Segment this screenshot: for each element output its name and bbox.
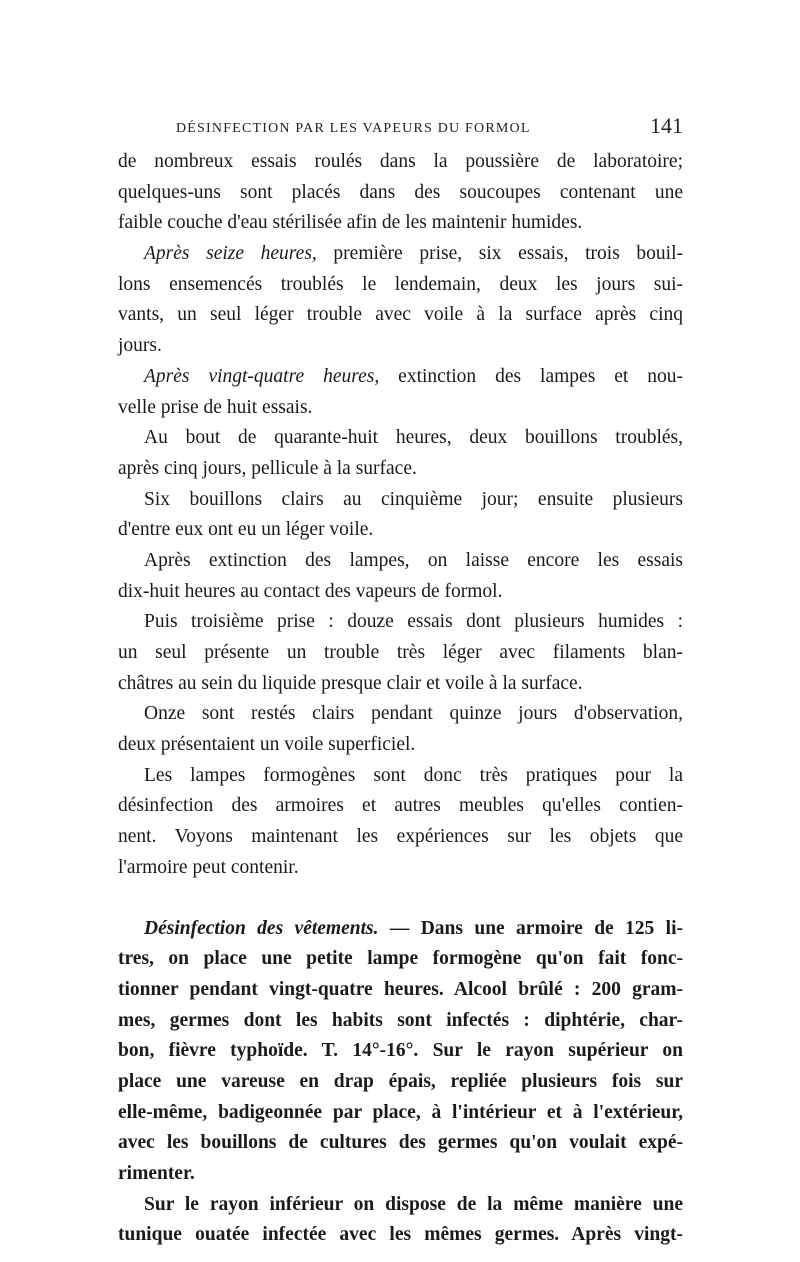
text-line: Les lampes formogènes sont donc très pratiques pour la xyxy=(144,764,683,786)
text-line xyxy=(118,914,683,945)
text-line: rimenter. xyxy=(118,1163,195,1184)
section-gap xyxy=(118,884,683,914)
line-rest: première prise, six essais, trois bouil- xyxy=(316,243,683,265)
running-head xyxy=(118,113,683,143)
line-rest: extinction des lampes et nou- xyxy=(379,365,683,387)
text-line: mes, germes dont les habits sont infectés : diphtérie, char- xyxy=(118,1009,683,1031)
text-line: quelques-uns sont placés dans des soucoupes contenant une xyxy=(118,181,683,203)
text-line: d'entre eux ont eu un léger voile. xyxy=(118,519,374,541)
text-line: elle-même, badigeonnée par place, à l'intérieur et à l'extérieur, xyxy=(118,1101,683,1123)
text-line: désinfection des armoires et autres meubles qu'elles contien- xyxy=(118,795,683,817)
text-line: place une vareuse en drap épais, repliée plusieurs fois sur xyxy=(118,1070,683,1092)
text-line: velle prise de huit essais. xyxy=(118,396,313,418)
text-line xyxy=(118,239,683,270)
italic-phrase: Après vingt-quatre heures, xyxy=(144,365,380,387)
body-text xyxy=(118,147,683,1251)
text-line: nent. Voyons maintenant les expériences sur les objets que xyxy=(118,826,683,848)
text-line: tres, on place une petite lampe formogène qu'on fait fonc- xyxy=(118,948,683,970)
page-number: 141 xyxy=(650,113,683,138)
line-rest: — Dans une armoire de 125 li- xyxy=(378,917,684,939)
text-line: un seul présente un trouble très léger avec filaments blan- xyxy=(118,642,683,663)
text-line: Sur le rayon inférieur on dispose de la même manière une xyxy=(144,1193,683,1215)
text-line: Onze sont restés clairs pendant quinze jours d'observation, xyxy=(144,703,683,725)
text-line: après cinq jours, pellicule à la surface. xyxy=(118,457,417,479)
italic-phrase: Après seize heures, xyxy=(144,243,317,265)
text-line: l'armoire peut contenir. xyxy=(118,856,299,878)
text-line: bon, fièvre typhoïde. T. 14°-16°. Sur le rayon supérieur on xyxy=(118,1040,683,1062)
text-line: Puis troisième prise : douze essais dont plusieurs humides : xyxy=(144,611,683,633)
text-line: de nombreux essais roulés dans la poussière de laboratoire; xyxy=(118,151,683,172)
text-line: vants, un seul léger trouble avec voile à la surface après cinq xyxy=(118,304,683,326)
running-title: DÉSINFECTION PAR LES VAPEURS DU FORMOL xyxy=(176,121,531,136)
text-line: jours. xyxy=(118,335,162,357)
text-line: lons ensemencés troublés le lendemain, deux les jours sui- xyxy=(118,273,683,295)
text-line: faible couche d'eau stérilisée afin de les maintenir humides. xyxy=(118,212,583,234)
section-heading: Désinfection des vêtements. xyxy=(144,917,379,939)
text-line: dix-huit heures au contact des vapeurs de formol. xyxy=(118,580,503,602)
text-line: deux présentaient un voile superficiel. xyxy=(118,734,416,756)
text-line xyxy=(118,362,683,393)
text-line: châtres au sein du liquide presque clair et voile à la surface. xyxy=(118,672,583,694)
text-line: Six bouillons clairs au cinquième jour; ensuite plusieurs xyxy=(144,488,683,510)
text-line: Au bout de quarante-huit heures, deux bouillons troublés, xyxy=(144,427,683,449)
text-line: Après extinction des lampes, on laisse encore les essais xyxy=(144,549,683,571)
text-line: tionner pendant vingt-quatre heures. Alcool brûlé : 200 gram- xyxy=(118,978,683,1000)
text-line: tunique ouatée infectée avec les mêmes germes. Après vingt- xyxy=(118,1224,683,1246)
text-line: avec les bouillons de cultures des germes qu'on voulait expé- xyxy=(118,1132,683,1154)
